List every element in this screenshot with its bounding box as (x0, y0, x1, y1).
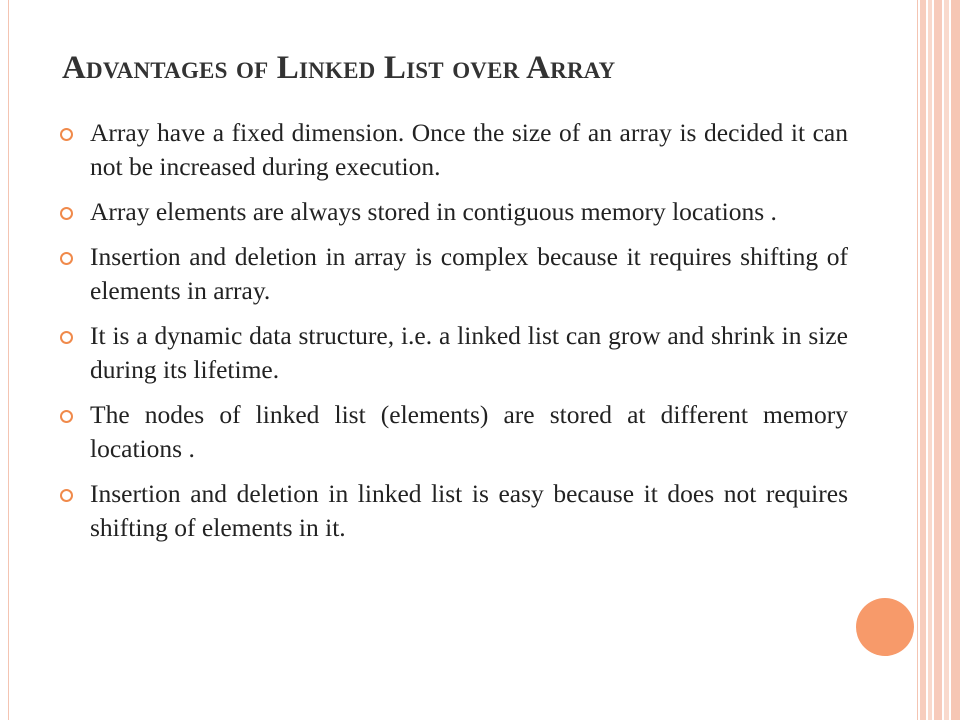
bullet-item (58, 477, 848, 545)
bullet-text: Array have a fixed dimension. Once the size of an array is decided it can not be increased during execution. (90, 118, 848, 181)
bullet-ring-icon (60, 489, 73, 502)
decorative-stripe (934, 0, 942, 720)
slide-title: Advantages of Linked List over Array (62, 50, 616, 86)
bullet-ring-icon (60, 331, 73, 344)
bullet-item (58, 398, 848, 466)
decorative-stripe (951, 0, 960, 720)
bullet-list (58, 116, 848, 556)
bullet-text: It is a dynamic data structure, i.e. a linked list can grow and shrink in size during its lifetime. (90, 321, 848, 384)
bullet-text: The nodes of linked list (elements) are stored at different memory locations . (90, 400, 848, 463)
decorative-stripe (928, 0, 932, 720)
bullet-ring-icon (60, 207, 73, 220)
bullet-ring-icon (60, 410, 73, 423)
bullet-ring-icon (60, 128, 73, 141)
bullet-item (58, 240, 848, 308)
bullet-item (58, 116, 848, 184)
bullet-text: Insertion and deletion in linked list is easy because it does not requires shifting of elements in it. (90, 479, 848, 542)
decorative-stripe (920, 0, 926, 720)
bullet-item (58, 319, 848, 387)
bullet-ring-icon (60, 252, 73, 265)
right-border-line (917, 0, 918, 720)
left-border-line (8, 0, 9, 720)
bullet-text: Array elements are always stored in contiguous memory locations . (90, 197, 777, 226)
bullet-item (58, 195, 848, 229)
decorative-stripe (944, 0, 949, 720)
bullet-text: Insertion and deletion in array is complex because it requires shifting of elements in array. (90, 242, 848, 305)
orange-circle-icon (856, 598, 914, 656)
